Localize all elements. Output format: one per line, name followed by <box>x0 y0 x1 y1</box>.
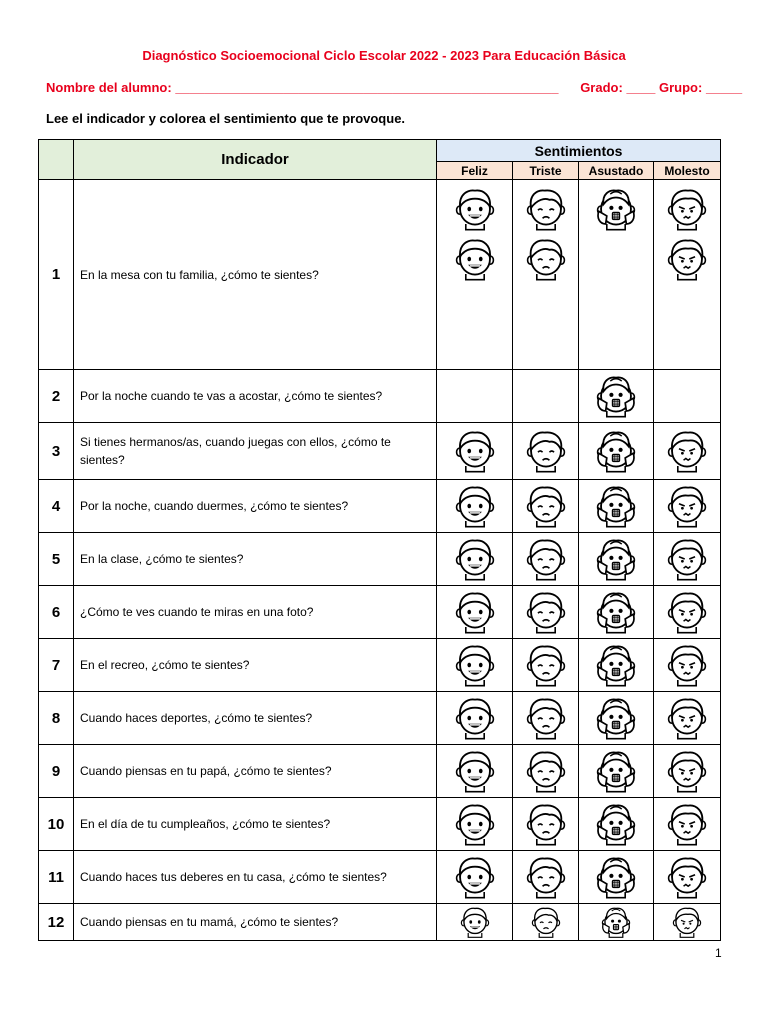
feeling-cell-sad <box>513 745 579 798</box>
angry-face-icon[interactable] <box>664 428 710 474</box>
happy-face-icon[interactable] <box>458 905 492 939</box>
row-number: 12 <box>39 904 74 941</box>
feelings-header: Sentimientos <box>437 140 721 162</box>
feelings-table <box>38 139 721 941</box>
face-stack <box>654 536 720 582</box>
feeling-cell-happy <box>437 480 513 533</box>
face-stack <box>437 801 512 847</box>
face-stack <box>654 589 720 635</box>
indicator-text: Por la noche cuando te vas a acostar, ¿cómo te sientes? <box>74 370 437 423</box>
row-number: 9 <box>39 745 74 798</box>
angry-face-icon[interactable] <box>664 589 710 635</box>
face-stack <box>437 186 512 282</box>
indicator-text: Cuando piensas en tu mamá, ¿cómo te sientes? <box>74 904 437 941</box>
page-number: 1 <box>715 946 722 960</box>
angry-face-icon[interactable] <box>664 236 710 282</box>
table-row <box>39 480 721 533</box>
face-stack <box>579 589 653 635</box>
face-stack <box>513 428 578 474</box>
face-stack <box>654 695 720 741</box>
face-stack <box>579 373 653 419</box>
feeling-cell-scared <box>579 904 654 941</box>
feeling-cell-scared <box>579 745 654 798</box>
row-number: 11 <box>39 851 74 904</box>
indicator-text: En el día de tu cumpleaños, ¿cómo te sientes? <box>74 798 437 851</box>
indicator-text: Si tienes hermanos/as, cuando juegas con ellos, ¿cómo te sientes? <box>74 423 437 480</box>
feeling-cell-angry <box>654 904 721 941</box>
face-stack <box>513 642 578 688</box>
grade-label: Grado: <box>580 80 623 95</box>
face-stack <box>513 695 578 741</box>
face-stack <box>579 536 653 582</box>
feeling-cell-scared <box>579 692 654 745</box>
row-number: 4 <box>39 480 74 533</box>
table-row <box>39 180 721 370</box>
scared-face-icon[interactable] <box>593 483 639 529</box>
row-number: 10 <box>39 798 74 851</box>
face-stack <box>513 186 578 282</box>
indicator-text: ¿Cómo te ves cuando te miras en una foto? <box>74 586 437 639</box>
scared-face-icon[interactable] <box>593 695 639 741</box>
feeling-cell-angry <box>654 423 721 480</box>
scared-face-icon[interactable] <box>593 854 639 900</box>
feeling-cell-angry <box>654 745 721 798</box>
sad-face-icon[interactable] <box>523 642 569 688</box>
happy-face-icon[interactable] <box>452 428 498 474</box>
feeling-cell-sad <box>513 904 579 941</box>
happy-face-icon[interactable] <box>452 186 498 232</box>
feeling-cell-happy <box>437 904 513 941</box>
angry-face-icon[interactable] <box>664 186 710 232</box>
table-row <box>39 370 721 423</box>
feeling-cell-sad <box>513 639 579 692</box>
table-row <box>39 533 721 586</box>
feeling-cell-happy <box>437 851 513 904</box>
table-row <box>39 745 721 798</box>
angry-face-icon[interactable] <box>664 536 710 582</box>
face-stack <box>654 801 720 847</box>
feeling-cell-sad <box>513 180 579 370</box>
feeling-cell-sad <box>513 586 579 639</box>
happy-face-icon[interactable] <box>452 483 498 529</box>
row-number: 6 <box>39 586 74 639</box>
indicator-header: Indicador <box>74 140 437 180</box>
angry-face-icon[interactable] <box>670 905 704 939</box>
angry-face-icon[interactable] <box>664 642 710 688</box>
feeling-cell-sad <box>513 851 579 904</box>
table-row <box>39 904 721 941</box>
scared-face-icon[interactable] <box>593 428 639 474</box>
feeling-cell-happy <box>437 798 513 851</box>
feeling-cell-scared <box>579 533 654 586</box>
face-stack <box>579 186 653 232</box>
happy-face-icon[interactable] <box>452 695 498 741</box>
feeling-cell-happy <box>437 639 513 692</box>
face-stack <box>654 854 720 900</box>
scared-face-icon[interactable] <box>593 642 639 688</box>
feeling-cell-scared <box>579 851 654 904</box>
document-title: Diagnóstico Socioemocional Ciclo Escolar 2022 - 2023 Para Educación Básica <box>142 48 626 63</box>
feeling-cell-happy <box>437 745 513 798</box>
scared-face-icon[interactable] <box>599 905 633 939</box>
face-stack <box>437 589 512 635</box>
face-stack <box>579 483 653 529</box>
feeling-cell-sad <box>513 480 579 533</box>
feeling-cell-happy <box>437 692 513 745</box>
indicator-text: Cuando piensas en tu papá, ¿cómo te sientes? <box>74 745 437 798</box>
feeling-cell-happy <box>437 180 513 370</box>
sad-face-icon[interactable] <box>523 483 569 529</box>
face-stack <box>654 905 720 939</box>
face-stack <box>437 905 512 939</box>
happy-face-icon[interactable] <box>452 236 498 282</box>
angry-face-icon[interactable] <box>664 801 710 847</box>
feeling-cell-sad <box>513 798 579 851</box>
happy-face-icon[interactable] <box>452 854 498 900</box>
feeling-header-angry: Molesto <box>654 162 721 180</box>
feeling-cell-scared <box>579 423 654 480</box>
happy-face-icon[interactable] <box>452 748 498 794</box>
sad-face-icon[interactable] <box>523 536 569 582</box>
happy-face-icon[interactable] <box>452 801 498 847</box>
feeling-header-sad: Triste <box>513 162 579 180</box>
table-row <box>39 586 721 639</box>
sad-face-icon[interactable] <box>523 236 569 282</box>
face-stack <box>437 748 512 794</box>
face-stack <box>437 642 512 688</box>
happy-face-icon[interactable] <box>452 536 498 582</box>
face-stack <box>437 854 512 900</box>
angry-face-icon[interactable] <box>664 483 710 529</box>
feeling-cell-scared <box>579 798 654 851</box>
feeling-cell-sad <box>513 533 579 586</box>
face-stack <box>579 854 653 900</box>
face-stack <box>437 428 512 474</box>
feeling-cell-sad <box>513 370 579 423</box>
feeling-cell-scared <box>579 480 654 533</box>
feeling-cell-angry <box>654 480 721 533</box>
feeling-cell-angry <box>654 851 721 904</box>
feeling-cell-angry <box>654 798 721 851</box>
row-number: 2 <box>39 370 74 423</box>
row-number: 8 <box>39 692 74 745</box>
face-stack <box>513 905 578 939</box>
table-row <box>39 692 721 745</box>
scared-face-icon[interactable] <box>593 536 639 582</box>
name-blank[interactable]: _____________________________________________________ <box>175 80 559 95</box>
sad-face-icon[interactable] <box>529 905 563 939</box>
face-stack <box>654 642 720 688</box>
feeling-cell-angry <box>654 533 721 586</box>
sad-face-icon[interactable] <box>523 854 569 900</box>
scared-face-icon[interactable] <box>593 589 639 635</box>
angry-face-icon[interactable] <box>664 695 710 741</box>
sad-face-icon[interactable] <box>523 428 569 474</box>
instructions: Lee el indicador y colorea el sentimiento que te provoque. <box>46 111 406 126</box>
sad-face-icon[interactable] <box>523 748 569 794</box>
scared-face-icon[interactable] <box>593 186 639 232</box>
feeling-cell-scared <box>579 586 654 639</box>
face-stack <box>513 589 578 635</box>
angry-face-icon[interactable] <box>664 854 710 900</box>
face-stack <box>654 483 720 529</box>
indicator-text: Cuando haces tus deberes en tu casa, ¿cómo te sientes? <box>74 851 437 904</box>
scared-face-icon[interactable] <box>593 801 639 847</box>
feeling-cell-happy <box>437 370 513 423</box>
feeling-cell-happy <box>437 586 513 639</box>
table-row <box>39 798 721 851</box>
number-header <box>39 140 74 180</box>
face-stack <box>513 483 578 529</box>
group-blank[interactable]: _____ <box>705 80 743 95</box>
feeling-cell-scared <box>579 180 654 370</box>
feeling-header-scared: Asustado <box>579 162 654 180</box>
indicator-text: Cuando haces deportes, ¿cómo te sientes? <box>74 692 437 745</box>
face-stack <box>579 905 653 939</box>
indicator-text: En el recreo, ¿cómo te sientes? <box>74 639 437 692</box>
face-stack <box>437 483 512 529</box>
grade-blank[interactable]: ____ <box>626 80 656 95</box>
group-label: Grupo: <box>658 80 703 95</box>
feeling-cell-scared <box>579 370 654 423</box>
row-number: 1 <box>39 180 74 370</box>
feeling-cell-angry <box>654 639 721 692</box>
face-stack <box>654 748 720 794</box>
table-row <box>39 639 721 692</box>
row-number: 7 <box>39 639 74 692</box>
student-info-line <box>46 80 743 95</box>
indicator-text: Por la noche, cuando duermes, ¿cómo te sientes? <box>74 480 437 533</box>
face-stack <box>513 801 578 847</box>
feeling-header-happy: Feliz <box>437 162 513 180</box>
face-stack <box>437 695 512 741</box>
feeling-cell-angry <box>654 370 721 423</box>
feeling-cell-angry <box>654 692 721 745</box>
table-row <box>39 851 721 904</box>
feeling-cell-sad <box>513 423 579 480</box>
face-stack <box>579 748 653 794</box>
face-stack <box>579 428 653 474</box>
sad-face-icon[interactable] <box>523 801 569 847</box>
face-stack <box>437 536 512 582</box>
face-stack <box>654 428 720 474</box>
face-stack <box>513 854 578 900</box>
sad-face-icon[interactable] <box>523 589 569 635</box>
face-stack <box>513 536 578 582</box>
face-stack <box>513 748 578 794</box>
row-number: 5 <box>39 533 74 586</box>
scared-face-icon[interactable] <box>593 748 639 794</box>
indicator-text: En la clase, ¿cómo te sientes? <box>74 533 437 586</box>
face-stack <box>579 695 653 741</box>
scared-face-icon[interactable] <box>593 373 639 419</box>
feeling-cell-sad <box>513 692 579 745</box>
feeling-cell-angry <box>654 180 721 370</box>
face-stack <box>579 801 653 847</box>
name-label: Nombre del alumno: <box>46 80 172 95</box>
feeling-cell-happy <box>437 533 513 586</box>
indicator-text: En la mesa con tu familia, ¿cómo te sientes? <box>74 180 437 370</box>
face-stack <box>654 186 720 282</box>
feeling-cell-scared <box>579 639 654 692</box>
feeling-cell-happy <box>437 423 513 480</box>
table-row <box>39 423 721 480</box>
face-stack <box>579 642 653 688</box>
happy-face-icon[interactable] <box>452 589 498 635</box>
row-number: 3 <box>39 423 74 480</box>
sad-face-icon[interactable] <box>523 695 569 741</box>
angry-face-icon[interactable] <box>664 748 710 794</box>
happy-face-icon[interactable] <box>452 642 498 688</box>
sad-face-icon[interactable] <box>523 186 569 232</box>
feeling-cell-angry <box>654 586 721 639</box>
